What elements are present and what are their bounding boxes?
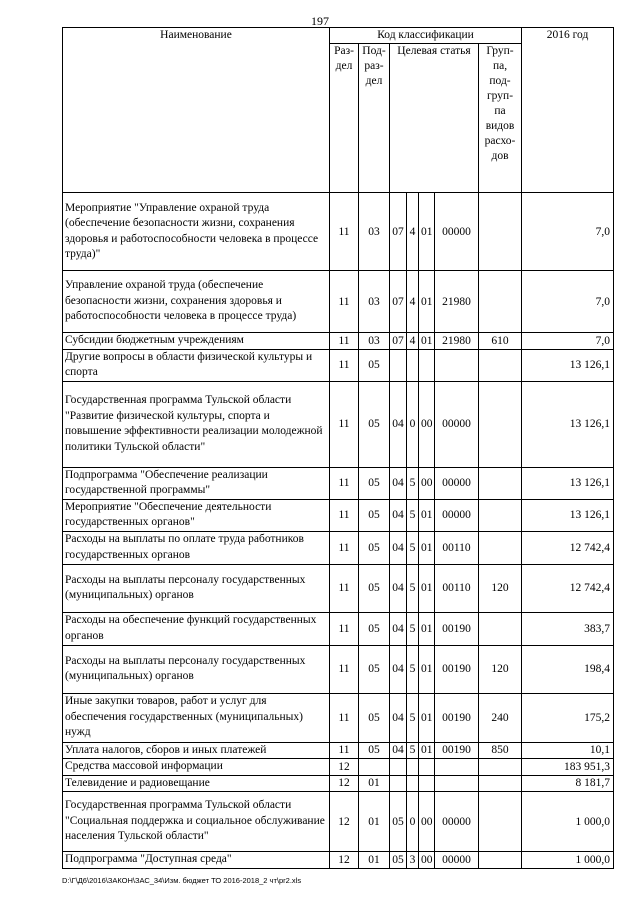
cell-rz: 12: [330, 852, 359, 869]
cell-cs2: 0: [407, 381, 419, 467]
table-row: [63, 645, 614, 693]
cell-rz: 11: [330, 193, 359, 271]
cell-cs3: 01: [419, 333, 435, 350]
cell-name: Расходы на выплаты персоналу государственных (муниципальных) органов: [63, 645, 330, 693]
cell-cs4: 00000: [435, 467, 479, 499]
cell-vr: [479, 271, 522, 333]
table-row: [63, 775, 614, 792]
cell-vr: [479, 349, 522, 381]
cell-cs2: [407, 349, 419, 381]
cell-vr: 120: [479, 645, 522, 693]
cell-cs2: 4: [407, 271, 419, 333]
cell-name: Подпрограмма "Доступная среда": [63, 852, 330, 869]
table-row: [63, 742, 614, 759]
cell-cs3: 01: [419, 645, 435, 693]
cell-cs3: 01: [419, 499, 435, 531]
cell-rz: 11: [330, 742, 359, 759]
table-row: [63, 271, 614, 333]
cell-pr: 01: [359, 775, 390, 792]
cell-cs4: 00190: [435, 742, 479, 759]
cell-name: Уплата налогов, сборов и иных платежей: [63, 742, 330, 759]
cell-cs1: 05: [390, 792, 407, 852]
cell-cs1: 04: [390, 531, 407, 564]
cell-cs1: [390, 349, 407, 381]
header-year: 2016 год: [522, 28, 614, 193]
cell-pr: 05: [359, 742, 390, 759]
cell-pr: 03: [359, 271, 390, 333]
cell-cs1: 04: [390, 499, 407, 531]
cell-pr: 03: [359, 333, 390, 350]
cell-rz: 11: [330, 612, 359, 645]
cell-cs3: 01: [419, 742, 435, 759]
cell-vr: [479, 612, 522, 645]
cell-name: Расходы на выплаты по оплате труда работников государственных органов: [63, 531, 330, 564]
cell-name: Управление охраной труда (обеспечение безопасности жизни, сохранения здоровья и работоспособности человека в процессе труда): [63, 271, 330, 333]
cell-cs2: 4: [407, 193, 419, 271]
cell-cs2: [407, 775, 419, 792]
cell-name: Мероприятие "Управление охраной труда (обеспечение безопасности жизни, сохранения здоровья и работоспособности человека в процессе труда)": [63, 193, 330, 271]
cell-rz: 11: [330, 531, 359, 564]
cell-cs3: 00: [419, 381, 435, 467]
cell-cs3: 00: [419, 792, 435, 852]
cell-vr: 240: [479, 693, 522, 742]
header-name: Наименование: [63, 28, 330, 193]
cell-amount: 1 000,0: [522, 852, 614, 869]
cell-cs1: 05: [390, 852, 407, 869]
cell-cs4: 21980: [435, 271, 479, 333]
cell-vr: 850: [479, 742, 522, 759]
table-row: [63, 759, 614, 776]
cell-rz: 11: [330, 333, 359, 350]
cell-cs2: 5: [407, 531, 419, 564]
cell-cs1: 07: [390, 271, 407, 333]
cell-cs3: 01: [419, 564, 435, 612]
cell-cs2: 5: [407, 742, 419, 759]
cell-pr: 05: [359, 381, 390, 467]
header-group-vid: Груп- па, под- груп- па видов расхо- дов: [479, 44, 522, 193]
cell-pr: 05: [359, 499, 390, 531]
cell-pr: 05: [359, 645, 390, 693]
cell-pr: [359, 759, 390, 776]
cell-cs1: 04: [390, 564, 407, 612]
cell-cs4: 00110: [435, 564, 479, 612]
cell-pr: 01: [359, 792, 390, 852]
cell-rz: 11: [330, 693, 359, 742]
cell-cs4: 00000: [435, 381, 479, 467]
cell-amount: 198,4: [522, 645, 614, 693]
cell-cs2: 5: [407, 693, 419, 742]
cell-rz: 12: [330, 759, 359, 776]
table-row: [63, 612, 614, 645]
cell-name: Расходы на обеспечение функций государственных органов: [63, 612, 330, 645]
cell-name: Расходы на выплаты персоналу государственных (муниципальных) органов: [63, 564, 330, 612]
cell-cs3: [419, 775, 435, 792]
cell-cs3: 01: [419, 193, 435, 271]
cell-amount: 175,2: [522, 693, 614, 742]
cell-rz: 11: [330, 499, 359, 531]
table-row: [63, 693, 614, 742]
cell-pr: 03: [359, 193, 390, 271]
cell-amount: 183 951,3: [522, 759, 614, 776]
cell-cs1: 04: [390, 742, 407, 759]
cell-pr: 05: [359, 349, 390, 381]
cell-amount: 1 000,0: [522, 792, 614, 852]
header-razdel: Раз- дел: [330, 44, 359, 193]
cell-vr: 120: [479, 564, 522, 612]
cell-vr: [479, 759, 522, 776]
table-row: [63, 499, 614, 531]
cell-name: Иные закупки товаров, работ и услуг для обеспечения государственных (муниципальных) нужд: [63, 693, 330, 742]
cell-amount: 10,1: [522, 742, 614, 759]
cell-name: Средства массовой информации: [63, 759, 330, 776]
cell-pr: 05: [359, 612, 390, 645]
cell-cs4: 00190: [435, 693, 479, 742]
cell-rz: 11: [330, 645, 359, 693]
cell-cs2: 5: [407, 564, 419, 612]
cell-name: Государственная программа Тульской области "Развитие физической культуры, спорта и повышение эффективности реализации молодежной политики Тульской области": [63, 381, 330, 467]
table-row: [63, 531, 614, 564]
cell-vr: [479, 775, 522, 792]
cell-cs2: 3: [407, 852, 419, 869]
table-row: [63, 564, 614, 612]
cell-vr: 610: [479, 333, 522, 350]
cell-name: Другие вопросы в области физической культуры и спорта: [63, 349, 330, 381]
cell-vr: [479, 467, 522, 499]
cell-cs2: 5: [407, 612, 419, 645]
cell-pr: 01: [359, 852, 390, 869]
header-code-group: Код классификации: [330, 28, 522, 44]
cell-cs3: 00: [419, 852, 435, 869]
cell-cs3: 01: [419, 612, 435, 645]
cell-cs1: 07: [390, 193, 407, 271]
budget-table: [62, 27, 614, 869]
cell-cs3: [419, 759, 435, 776]
cell-rz: 11: [330, 564, 359, 612]
cell-vr: [479, 381, 522, 467]
table-row: [63, 792, 614, 852]
cell-vr: [479, 531, 522, 564]
cell-cs2: [407, 759, 419, 776]
cell-cs4: 00000: [435, 792, 479, 852]
cell-cs3: 01: [419, 271, 435, 333]
header-podrazdel: Под- раз- дел: [359, 44, 390, 193]
cell-name: Субсидии бюджетным учреждениям: [63, 333, 330, 350]
cell-vr: [479, 193, 522, 271]
cell-cs1: 04: [390, 381, 407, 467]
cell-cs3: 01: [419, 693, 435, 742]
cell-amount: 13 126,1: [522, 381, 614, 467]
table-row: [63, 381, 614, 467]
cell-cs2: 4: [407, 333, 419, 350]
cell-cs4: [435, 759, 479, 776]
file-path-footer: D:\Г\Д6\2016\ЗАКОН\ЗАС_34\Изм. бюджет ТО 2016-2018_2 чт\рr2.xls: [62, 876, 302, 885]
cell-amount: 7,0: [522, 193, 614, 271]
table-row: [63, 349, 614, 381]
cell-cs1: 04: [390, 612, 407, 645]
cell-cs3: 00: [419, 467, 435, 499]
cell-cs4: 00190: [435, 612, 479, 645]
cell-cs4: [435, 349, 479, 381]
cell-cs1: [390, 759, 407, 776]
cell-rz: 11: [330, 271, 359, 333]
cell-rz: 12: [330, 792, 359, 852]
cell-amount: 12 742,4: [522, 564, 614, 612]
cell-amount: 7,0: [522, 333, 614, 350]
cell-amount: 7,0: [522, 271, 614, 333]
cell-rz: 11: [330, 467, 359, 499]
page-number: 197: [311, 14, 329, 28]
cell-cs4: 00000: [435, 499, 479, 531]
cell-cs4: 00000: [435, 193, 479, 271]
cell-amount: 13 126,1: [522, 499, 614, 531]
cell-amount: 383,7: [522, 612, 614, 645]
cell-amount: 13 126,1: [522, 349, 614, 381]
cell-cs3: 01: [419, 531, 435, 564]
cell-cs1: 04: [390, 645, 407, 693]
cell-cs2: 5: [407, 467, 419, 499]
cell-amount: 13 126,1: [522, 467, 614, 499]
cell-cs4: 00110: [435, 531, 479, 564]
cell-pr: 05: [359, 693, 390, 742]
cell-cs1: 04: [390, 693, 407, 742]
cell-cs1: [390, 775, 407, 792]
cell-pr: 05: [359, 564, 390, 612]
table-row: [63, 467, 614, 499]
cell-cs4: 00190: [435, 645, 479, 693]
cell-name: Телевидение и радиовещание: [63, 775, 330, 792]
cell-cs2: 5: [407, 499, 419, 531]
table-row: [63, 193, 614, 271]
cell-vr: [479, 499, 522, 531]
cell-vr: [479, 792, 522, 852]
cell-name: Подпрограмма "Обеспечение реализации государственной программы": [63, 467, 330, 499]
cell-rz: 11: [330, 381, 359, 467]
cell-pr: 05: [359, 531, 390, 564]
cell-name: Государственная программа Тульской области "Социальная поддержка и социальное обслуживание населения Тульской области": [63, 792, 330, 852]
cell-cs1: 07: [390, 333, 407, 350]
cell-cs3: [419, 349, 435, 381]
cell-amount: 12 742,4: [522, 531, 614, 564]
cell-rz: 11: [330, 349, 359, 381]
cell-pr: 05: [359, 467, 390, 499]
cell-rz: 12: [330, 775, 359, 792]
cell-vr: [479, 852, 522, 869]
table-row: [63, 852, 614, 869]
cell-cs4: 00000: [435, 852, 479, 869]
cell-amount: 8 181,7: [522, 775, 614, 792]
cell-cs1: 04: [390, 467, 407, 499]
cell-cs2: 0: [407, 792, 419, 852]
header-target-article: Целевая статья: [390, 44, 479, 193]
cell-cs4: [435, 775, 479, 792]
table-row: [63, 333, 614, 350]
cell-cs4: 21980: [435, 333, 479, 350]
cell-name: Мероприятие "Обеспечение деятельности государственных органов": [63, 499, 330, 531]
cell-cs2: 5: [407, 645, 419, 693]
